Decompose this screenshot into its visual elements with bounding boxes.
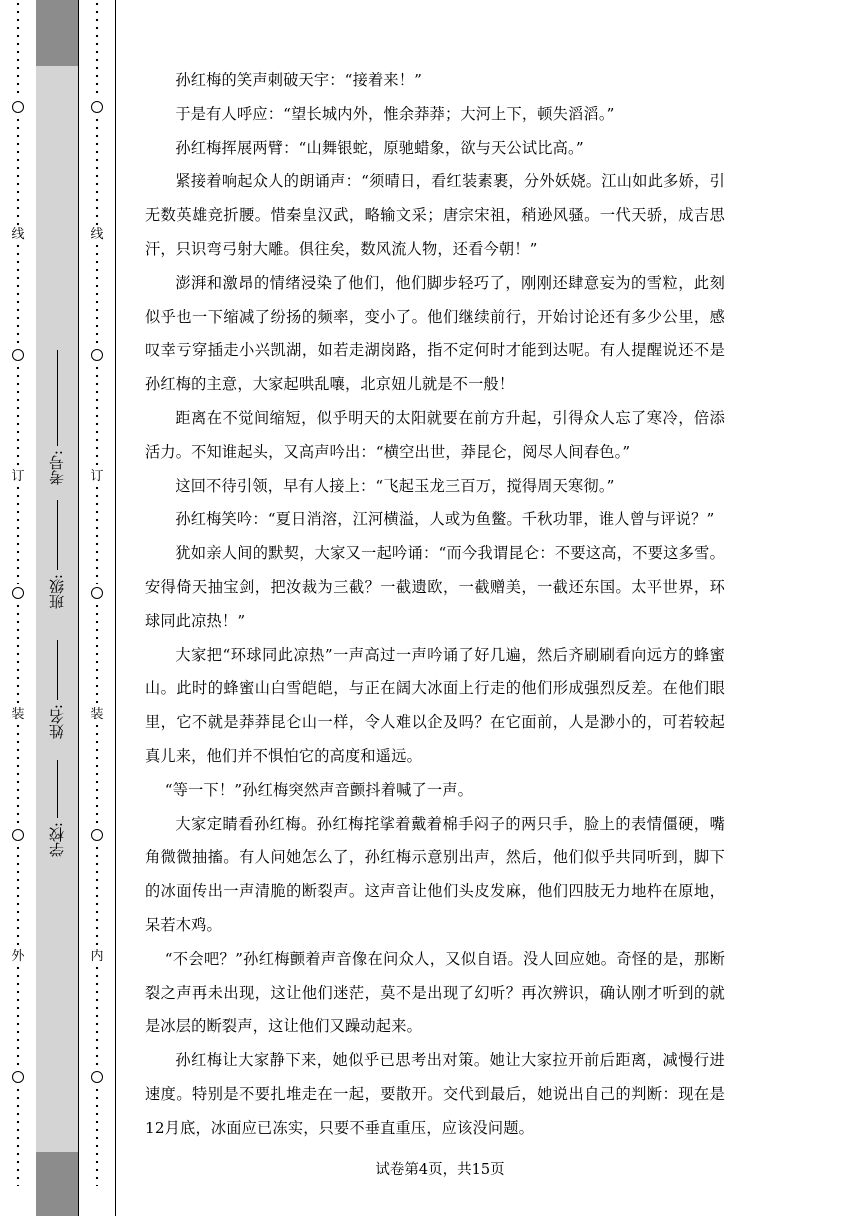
paragraph: 犹如亲人间的默契，大家又一起吟诵：“而今我谓昆仑：不要这高，不要这多雪。安得倚天抽宝剑，把汝裁为三截？一截遗欧，一截赠美，一截还东国。太平世界，环球同此凉热！” [145, 544, 725, 630]
page-footer [0, 1158, 860, 1179]
class-label: 班级: [47, 574, 66, 610]
seal-mark-ding: 订 [90, 468, 104, 484]
exam-number-field[interactable] [44, 350, 70, 485]
seal-mark-nei: 内 [90, 948, 104, 964]
paragraph: 澎湃和激昂的情绪浸染了他们，他们脚步轻巧了，刚刚还肆意妄为的雪粒，此刻似乎也一下缩减了纷扬的频率，变小了。他们继续前行，开始讨论还有多少公里，感叹幸亏穿插走小兴凯湖，如若走湖岗路，指不定何时才能到达呢。有人提醒说还不是孙红梅的主意，大家起哄乱嚷，北京妞儿就是不一般！ [145, 273, 725, 394]
school-field[interactable] [44, 760, 70, 857]
paragraph: “等一下！”孙红梅突然声音颤抖着喊了一声。 [164, 780, 474, 799]
seal-circle [12, 101, 24, 113]
seal-circle [91, 829, 103, 841]
class-field[interactable] [44, 500, 70, 609]
passage-body [145, 64, 725, 1146]
paragraph: “不会吧？”孙红梅颤着声音像在问众人，又似自语。没人回应她。奇怪的是，那断裂之声再未出现，这让他们迷茫，莫不是出现了幻听？再次辨识，确认刚才听到的就是冰层的断裂声，这让他们又躁动起来。 [145, 949, 725, 1036]
name-underline[interactable] [57, 640, 58, 700]
seal-mark-ding: 订 [11, 468, 25, 484]
name-field[interactable] [44, 640, 70, 739]
paragraph: 于是有人呼应：“望长城内外，惟余莽莽；大河上下，顿失滔滔。” [175, 104, 615, 123]
school-underline[interactable] [57, 760, 58, 818]
student-info-fields [36, 0, 78, 1216]
exam-number-underline[interactable] [57, 350, 58, 446]
binding-margin-outer [0, 0, 37, 1216]
seal-circle [12, 1071, 24, 1083]
paragraph: 孙红梅笑吟：“夏日消溶，江河横溢，人或为鱼鳖。千秋功罪，谁人曾与评说？” [175, 510, 715, 529]
binding-margin-inner [79, 0, 116, 1216]
seal-circle [91, 1071, 103, 1083]
class-underline[interactable] [57, 500, 58, 570]
inner-dotted-seal-line [79, 0, 115, 1216]
seal-mark-wai: 外 [11, 948, 25, 964]
paragraph: 紧接着响起众人的朗诵声：“须晴日，看红装素裹，分外妖娆。江山如此多娇，引无数英雄竞折腰。惜秦皇汉武，略输文采；唐宗宋祖，稍逊风骚。一代天骄，成吉思汗，只识弯弓射大雕。俱往矣，数风流人物，还看今朝！” [145, 172, 725, 258]
seal-circle [12, 829, 24, 841]
exam-number-label: 考号: [47, 450, 66, 486]
name-label: 姓名: [47, 704, 66, 740]
page-number: 试卷第4页，共15页 [375, 1162, 505, 1178]
seal-mark-line: 线 [11, 226, 25, 242]
school-label: 学校: [47, 822, 66, 858]
outer-dotted-seal-line [0, 0, 36, 1216]
seal-mark-zhuang: 装 [90, 706, 104, 722]
seal-mark-zhuang: 装 [11, 706, 25, 722]
seal-circle [91, 101, 103, 113]
seal-circle [12, 587, 24, 599]
paragraph: 孙红梅的笑声刺破天宇：“接着来！” [175, 71, 423, 89]
seal-circle [91, 587, 103, 599]
paragraph: 大家把“环球同此凉热”一声高过一声吟诵了好几遍，然后齐刷刷看向远方的蜂蜜山。此时的蜂蜜山白雪皑皑，与正在阔大冰面上行走的他们形成强烈反差。在他们眼里，它不就是莽莽昆仑山一样，令人难以企及吗？在它面前，人是渺小的，可若较起真儿来，他们并不惧怕它的高度和遥远。 [145, 645, 725, 765]
seal-circle [12, 349, 24, 361]
seal-mark-line: 线 [90, 226, 104, 242]
paragraph: 距离在不觉间缩短，似乎明天的太阳就要在前方升起，引得众人忘了寒冷，倍添活力。不知谁起头，又高声吟出：“横空出世，莽昆仑，阅尽人间春色。” [145, 408, 725, 461]
paragraph: 大家定睛看孙红梅。孙红梅挓挲着戴着棉手闷子的两只手，脸上的表情僵硬，嘴角微微抽搐。有人问她怎么了，孙红梅示意别出声，然后，他们似乎共同听到，脚下的冰面传出一声清脆的断裂声。这声音让他们头皮发麻，他们四肢无力地杵在原地，呆若木鸡。 [145, 814, 725, 934]
paragraph: 孙红梅挥展两臂：“山舞银蛇，原驰蜡象，欲与天公试比高。” [175, 138, 584, 157]
seal-circle [91, 349, 103, 361]
paragraph: 孙红梅让大家静下来，她似乎已思考出对策。她让大家拉开前后距离，减慢行进速度。特别是不要扎堆走在一起，要散开。交代到最后，她说出自己的判断：现在是12月底，冰面应已冻实，只要不垂直重压，应该没问题。 [145, 1051, 725, 1137]
paragraph: 这回不待引领，早有人接上：“飞起玉龙三百万，搅得周天寒彻。” [175, 476, 615, 495]
